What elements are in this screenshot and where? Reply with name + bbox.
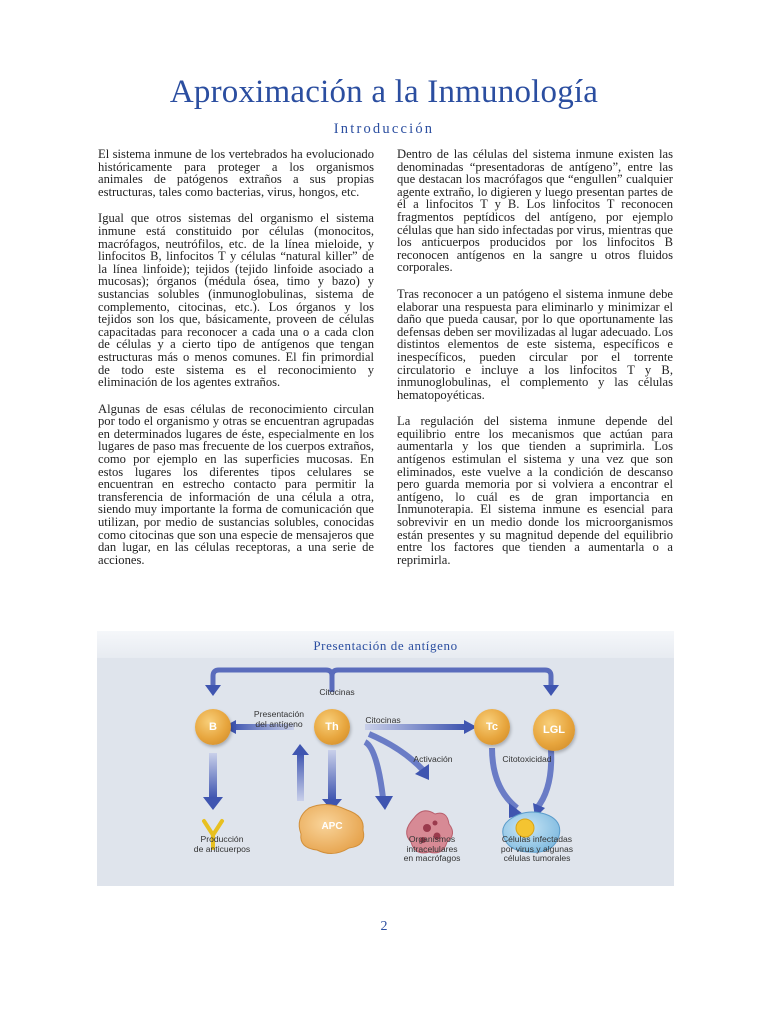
paragraph: Tras reconocer a un patógeno el sistema inmune debe elaborar una respuesta para eliminarlo y minimizar el daño que pueda causar, por lo que oportunamente las defensas deben ser movilizadas al lugar adecuado. Los distintos elementos de este sistema, específicos e inespecíficos, pueden circular por el torrente circulatorio e incluye a los linfocitos T y B, inmunoglobulinas, el complemento y las células hematopoyéticas. [397,286,673,402]
th-cell: Th [314,709,350,745]
label-activacion: Activación [413,754,453,764]
label-produccion: Producción de anticuerpos [193,834,251,854]
label-citotoxicidad: Citotoxicidad [502,754,552,764]
arrow-head [205,685,221,696]
arrow-head [292,744,309,755]
figure-title: Presentación de antígeno [313,638,458,653]
arrow-b-down [209,753,217,798]
arrow-head [543,685,559,696]
paragraph: Igual que otros sistemas del organismo el sistema inmune está constituido por células (monocitos, macrófagos, neutrófilos, etc. de la línea mieloide, y linfocitos B, linfocitos T y células “natural killer” de la línea linfoide); tejidos (tejido linfoide asociado a mucosas); órganos (médula ósea, timo y bazo) y sustancias solubles (inmunoglobulinas, sistema de complemento, citocinas, etc.). Los órganos y los tejidos son los que, básicamente, proveen de células capacitadas para reconocer a cada una o a cada clon de células y a cierto tipo de antígenos que tengan estructuras más o menos comunes. El fin primordial de todo este sistema es el reconocimiento y eliminación de los agentes extraños. [98,211,374,390]
paragraph: Algunas de esas células de reconocimiento circulan por todo el organismo y otras se encuentran agrupadas en determinados lugares de éste, especialmente en los lugares de paso mas frecuente de los cuerpos extraños, como por ejemplo en las superficies mucosas. En estos lugares los diferentes tipos celulares se encuentran en estrecho contacto para permitir la transferencia de información de una célula a otra, siendo muy importante la forma de comunicación que utilizan, por medio de sustancias solubles, conocidas como citocinas que son una especie de mensajeros que dan lugar, en las células receptoras, a una serie de acciones. [98,401,374,567]
arrow-apc-up [297,753,304,801]
page-number: 2 [380,919,388,934]
arrow-head [203,797,223,810]
top-cytokine-loop [213,670,551,692]
lgl-cell: LGL [533,709,575,751]
figure-diagram [97,658,674,886]
tc-cell: Tc [474,709,510,745]
figure-header [97,631,674,658]
antigen-presentation-figure [97,631,674,886]
arrow-th-macrophage [365,742,383,798]
left-column [98,148,374,580]
arrow-head [375,796,393,810]
label-organismos: Organismos intracelulares en macrófagos [403,834,461,863]
page-title: Aproximación a la Inmunología [169,74,599,110]
b-cell: B [195,709,231,745]
paragraph: La regulación del sistema inmune depende del equilibrio entre los mecanismos que actúan para aumentarla y los que tienden a suprimirla. Los antígenos estimulan el sistema y una vez que son eliminados, este vuelve a la condición de descanso pero guarda memoria por si volviera a encontrar el antígeno, lo cuál es de gran importancia en Inmunoterapia. El sistema inmune es esencial para sobrevivir en un medio donde los microorganismos están presentes y su magnitud depende del equilibrio entre los factores que tienden a aumentarla o a reprimirla. [397,414,673,567]
arrow-th-down [328,750,336,800]
apc-label: APC [321,821,343,832]
label-citocinas-mid: Citocinas [365,715,401,725]
section-subtitle: Introducción [333,121,435,137]
right-column [397,148,673,580]
paragraph: El sistema inmune de los vertebrados ha evolucionado históricamente para proteger a los organismos animales de patógenos extraños a sus propias estructuras, tales como bacterias, virus, hongos, etc. [98,147,374,199]
label-presentacion: Presentación del antígeno [253,709,305,729]
paragraph: Dentro de las células del sistema inmune existen las denominadas “presentadoras de antígeno”, entre las que destacan los macrófagos que “engullen” cualquier agente extraño, lo digieren y luego presentan partes de él a linfocitos T y B. Los linfocitos T reconocen fragmentos peptídicos del antígeno, por ejemplo células que han sido infectadas por virus, mientras que los anticuerpos producidos por los linfocitos B reconocen antígenos en la sangre u otros fluidos corporales. [397,147,673,275]
label-citocinas-top: Citocinas [319,687,355,697]
label-celulas-infectadas: Células infectadas por virus y algunas células tumorales [500,834,574,863]
